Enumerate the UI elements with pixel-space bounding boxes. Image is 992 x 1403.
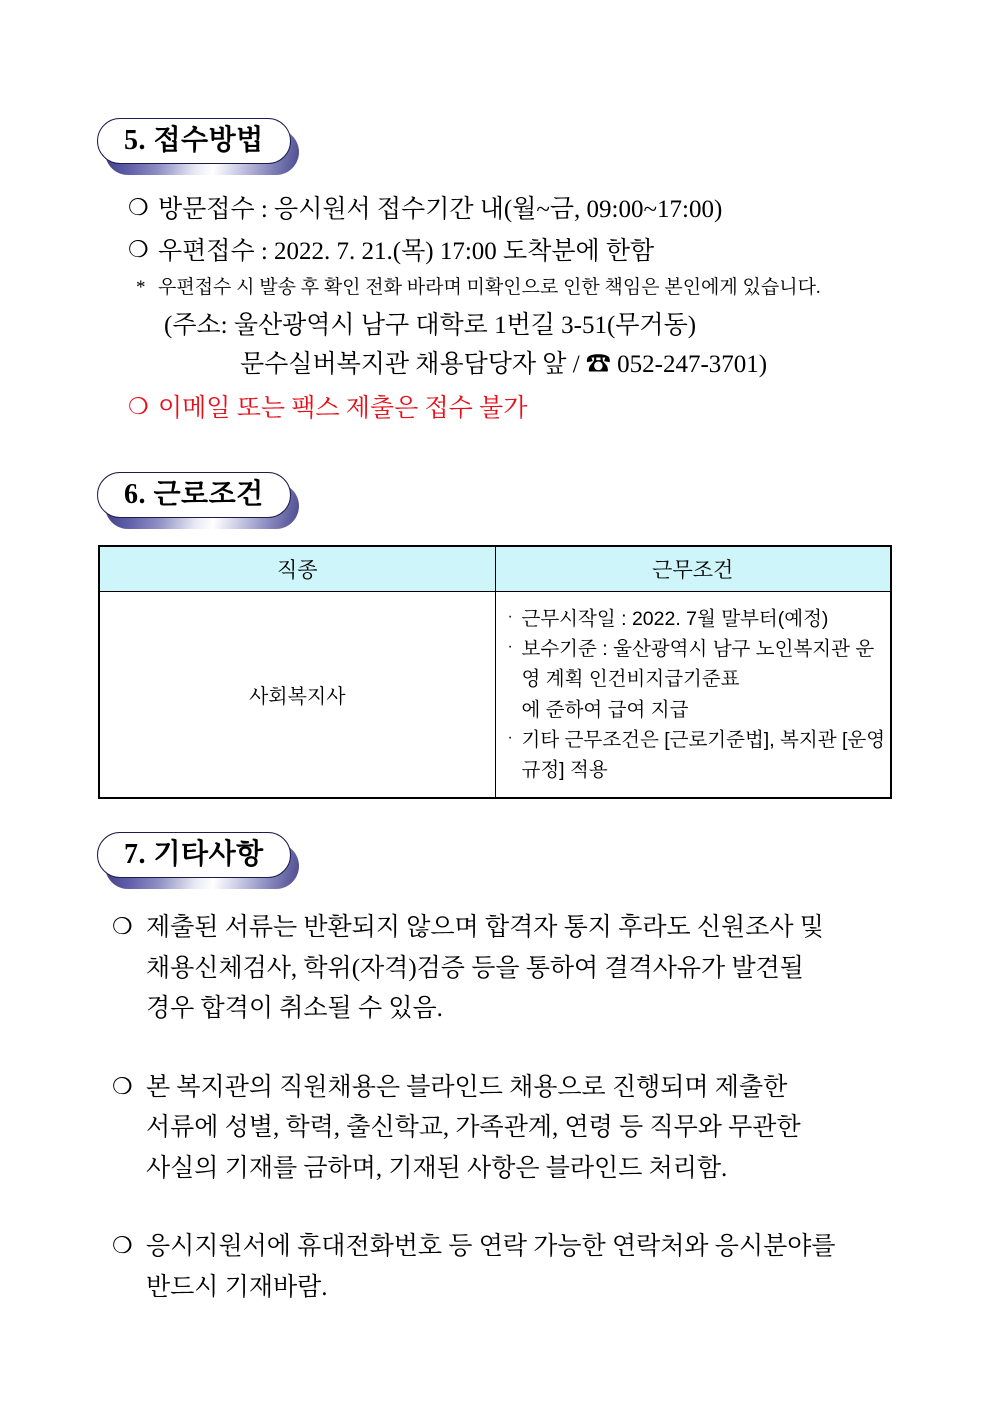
section-heading-6-label: 6. 근로조건 — [97, 472, 291, 518]
paragraph-line: 사실의 기재를 금하며, 기재된 사항은 블라인드 처리함. — [146, 1154, 728, 1182]
circle-bullet-icon: ❍ — [128, 393, 149, 419]
middot-bullet-icon: · — [507, 638, 513, 656]
paragraph-line: 서류에 성별, 학력, 출신학교, 가족관계, 연령 등 직무와 무관한 — [146, 1114, 801, 1141]
section-heading-5-label: 5. 접수방법 — [97, 118, 291, 164]
middot-bullet-icon: · — [507, 728, 513, 746]
address-line-1: (주소: 울산광역시 남구 대학로 1번길 3-51(무거동) — [164, 311, 697, 339]
paragraph-line: 경우 합격이 취소될 수 있음. — [146, 995, 443, 1022]
condition-text: 기타 근무조건은 [근로기준법], 복지관 [운영규정] 적용 — [521, 728, 886, 782]
list-item-text: 방문접수 : 응시원서 접수기간 내(월~금, 09:00~17:00) — [158, 196, 723, 223]
notice-paragraph — [112, 1068, 942, 1190]
circle-bullet-icon: ❍ — [128, 195, 149, 220]
list-item-text: 우편접수 : 2022. 7. 21.(목) 17:00 도착분에 한함 — [158, 237, 655, 265]
footnote — [128, 275, 948, 302]
circle-bullet-icon: ❍ — [112, 1233, 133, 1258]
notice-paragraph — [112, 1227, 942, 1308]
cell-conditions — [495, 592, 891, 799]
middot-bullet-icon: · — [507, 608, 513, 625]
notice-paragraph-text — [146, 1068, 942, 1190]
condition-text — [522, 634, 887, 725]
alert-notice — [128, 391, 948, 427]
section-heading-5 — [97, 118, 291, 164]
asterisk-icon: * — [136, 277, 146, 298]
list-item — [128, 234, 948, 270]
condition-text-line: 에 준하여 급여 지급 — [521, 698, 689, 721]
footnote-text: 우편접수 시 발송 후 확인 전화 바라며 미확인으로 인한 책임은 본인에게 있습니다. — [158, 277, 821, 298]
circle-bullet-icon: ❍ — [128, 236, 149, 262]
condition-item — [508, 725, 887, 785]
condition-text: 근무시작일 : 2022. 7월 말부터(예정) — [521, 608, 829, 630]
address-line-2: 문수실버복지관 채용담당자 앞 / ☎ 052-247-3701) — [240, 351, 768, 379]
working-conditions-table — [98, 545, 892, 799]
paragraph-line: 본 복지관의 직원채용은 블라인드 채용으로 진행되며 제출한 — [146, 1073, 788, 1101]
section-7-body — [112, 908, 942, 1346]
section-heading-7-label: 7. 기타사항 — [97, 832, 291, 878]
section-heading-6 — [97, 472, 291, 518]
paragraph-line: 반드시 기재바람. — [146, 1273, 328, 1301]
notice-paragraph — [112, 908, 942, 1030]
paragraph-line: 제출된 서류는 반환되지 않으며 합격자 통지 후라도 신원조사 및 — [146, 914, 824, 941]
table-header-row — [99, 546, 891, 592]
notice-paragraph-text — [146, 1227, 942, 1308]
section-5-body — [128, 192, 948, 432]
condition-text-line: 보수기준 : 울산광역시 남구 노인복지관 운영 계획 인건비지급기준표 — [521, 638, 875, 691]
column-header-conditions: 근무조건 — [495, 546, 891, 592]
list-item — [128, 192, 948, 228]
cell-job-title: 사회복지사 — [99, 592, 495, 799]
table-row — [99, 592, 891, 799]
paragraph-line: 채용신체검사, 학위(자격)검증 등을 통하여 결격사유가 발견될 — [146, 954, 804, 982]
circle-bullet-icon: ❍ — [112, 1073, 133, 1099]
notice-paragraph-text — [146, 908, 942, 1030]
condition-item — [508, 634, 887, 725]
paragraph-line: 응시지원서에 휴대전화번호 등 연락 가능한 연락처와 응시분야를 — [146, 1233, 836, 1260]
condition-item — [508, 604, 887, 634]
alert-notice-text: 이메일 또는 팩스 제출은 접수 불가 — [158, 394, 528, 422]
section-heading-7 — [97, 832, 291, 878]
column-header-job: 직종 — [99, 546, 495, 592]
circle-bullet-icon: ❍ — [112, 914, 133, 939]
